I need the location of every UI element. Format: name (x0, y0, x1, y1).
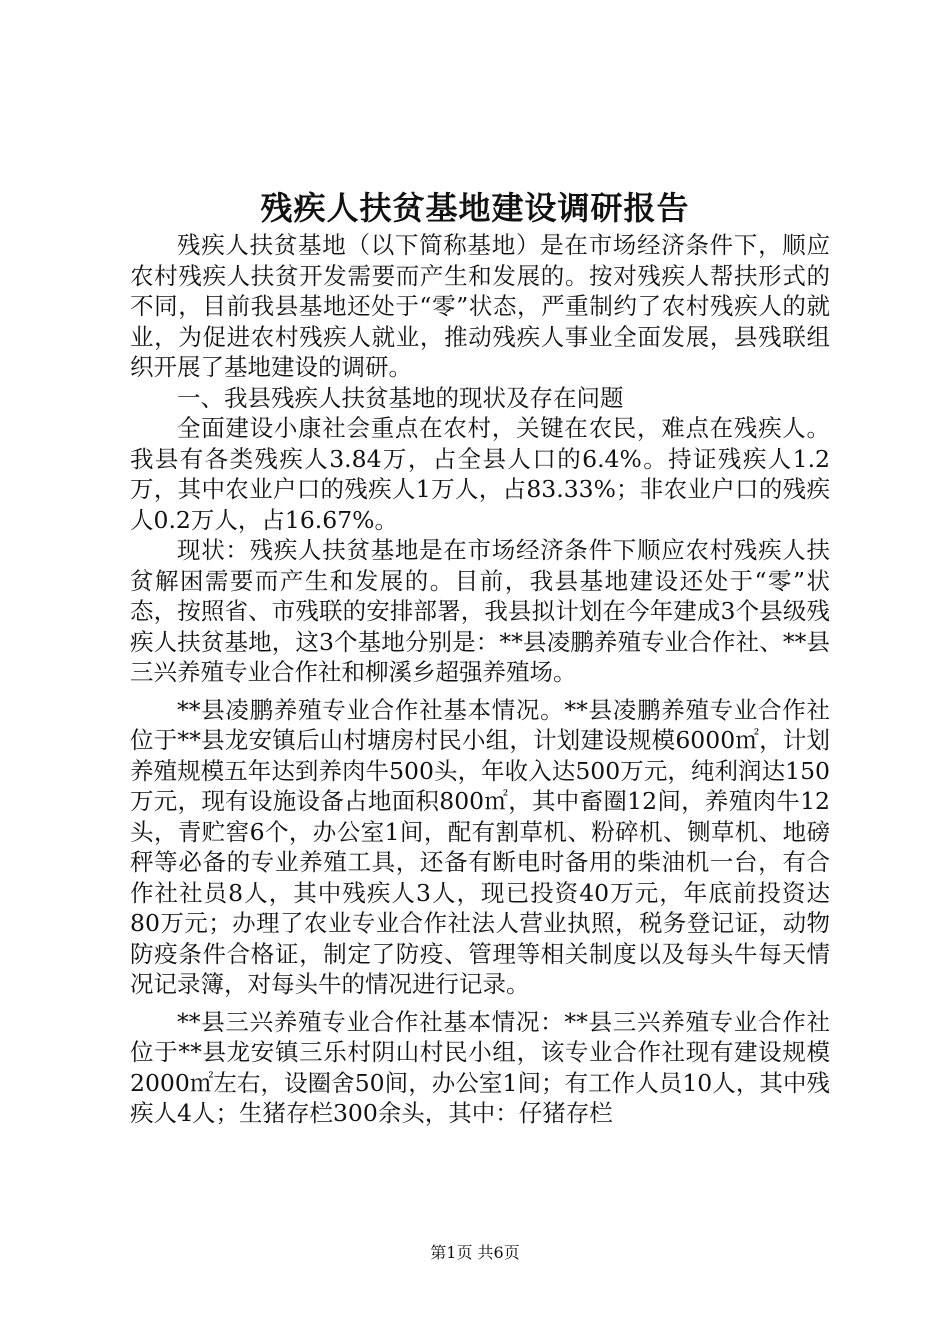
paragraph-sanxing: **县三兴养殖专业合作社基本情况：**县三兴养殖专业合作社位于**县龙安镇三乐村阴山村民小组，该专业合作社现有建设规模2000㎡左右，设圈舍50间，办公室1间；有工作人员10人，其中残疾人4人；生猪存栏300余头，其中：仔猪存栏 (130, 1007, 830, 1127)
document-body (130, 230, 830, 1129)
paragraph-overview: 全面建设小康社会重点在农村，关键在农民，难点在残疾人。我县有各类残疾人3.84万，占全县人口的6.4%。持证残疾人1.2万，其中农业户口的残疾人1万人，占83.33%；非农业户口的残疾人0.2万人，占16.67%。 (130, 414, 830, 534)
paragraph-lingpeng: **县凌鹏养殖专业合作社基本情况。**县凌鹏养殖专业合作社位于**县龙安镇后山村塘房村民小组，计划建设规模6000㎡，计划养殖规模五年达到养肉牛500头，年收入达500万元，纯利润达150万元，现有设施设备占地面积800㎡，其中畜圈12间，养殖肉牛12头，青贮窖6个，办公室1间，配有割草机、粉碎机、铡草机、地磅秤等必备的专业养殖工具，还备有断电时备用的柴油机一台，有合作社社员8人，其中残疾人3人，现已投资40万元，年底前投资达80万元；办理了农业专业合作社法人营业执照，税务登记证，动物防疫条件合格证，制定了防疫、管理等相关制度以及每头牛每天情况记录簿，对每头牛的情况进行记录。 (130, 695, 830, 998)
document-title: 残疾人扶贫基地建设调研报告 (260, 189, 690, 227)
page-footer: 第1页 共6页 (430, 1243, 520, 1262)
section-heading: 一、我县残疾人扶贫基地的现状及存在问题 (177, 383, 624, 412)
paragraph-intro: 残疾人扶贫基地（以下简称基地）是在市场经济条件下，顺应农村残疾人扶贫开发需要而产生和发展的。按对残疾人帮扶形式的不同，目前我县基地还处于“零”状态，严重制约了农村残疾人的就业，为促进农村残疾人就业，推动残疾人事业全面发展，县残联组织开展了基地建设的调研。 (130, 231, 830, 381)
paragraph-status: 现状：残疾人扶贫基地是在市场经济条件下顺应农村残疾人扶贫解困需要而产生和发展的。目前，我县基地建设还处于“零”状态，按照省、市残联的安排部署，我县拟计划在今年建成3个县级残疾人扶贫基地，这3个基地分别是：**县凌鹏养殖专业合作社、**县三兴养殖专业合作社和柳溪乡超强养殖场。 (130, 536, 830, 686)
